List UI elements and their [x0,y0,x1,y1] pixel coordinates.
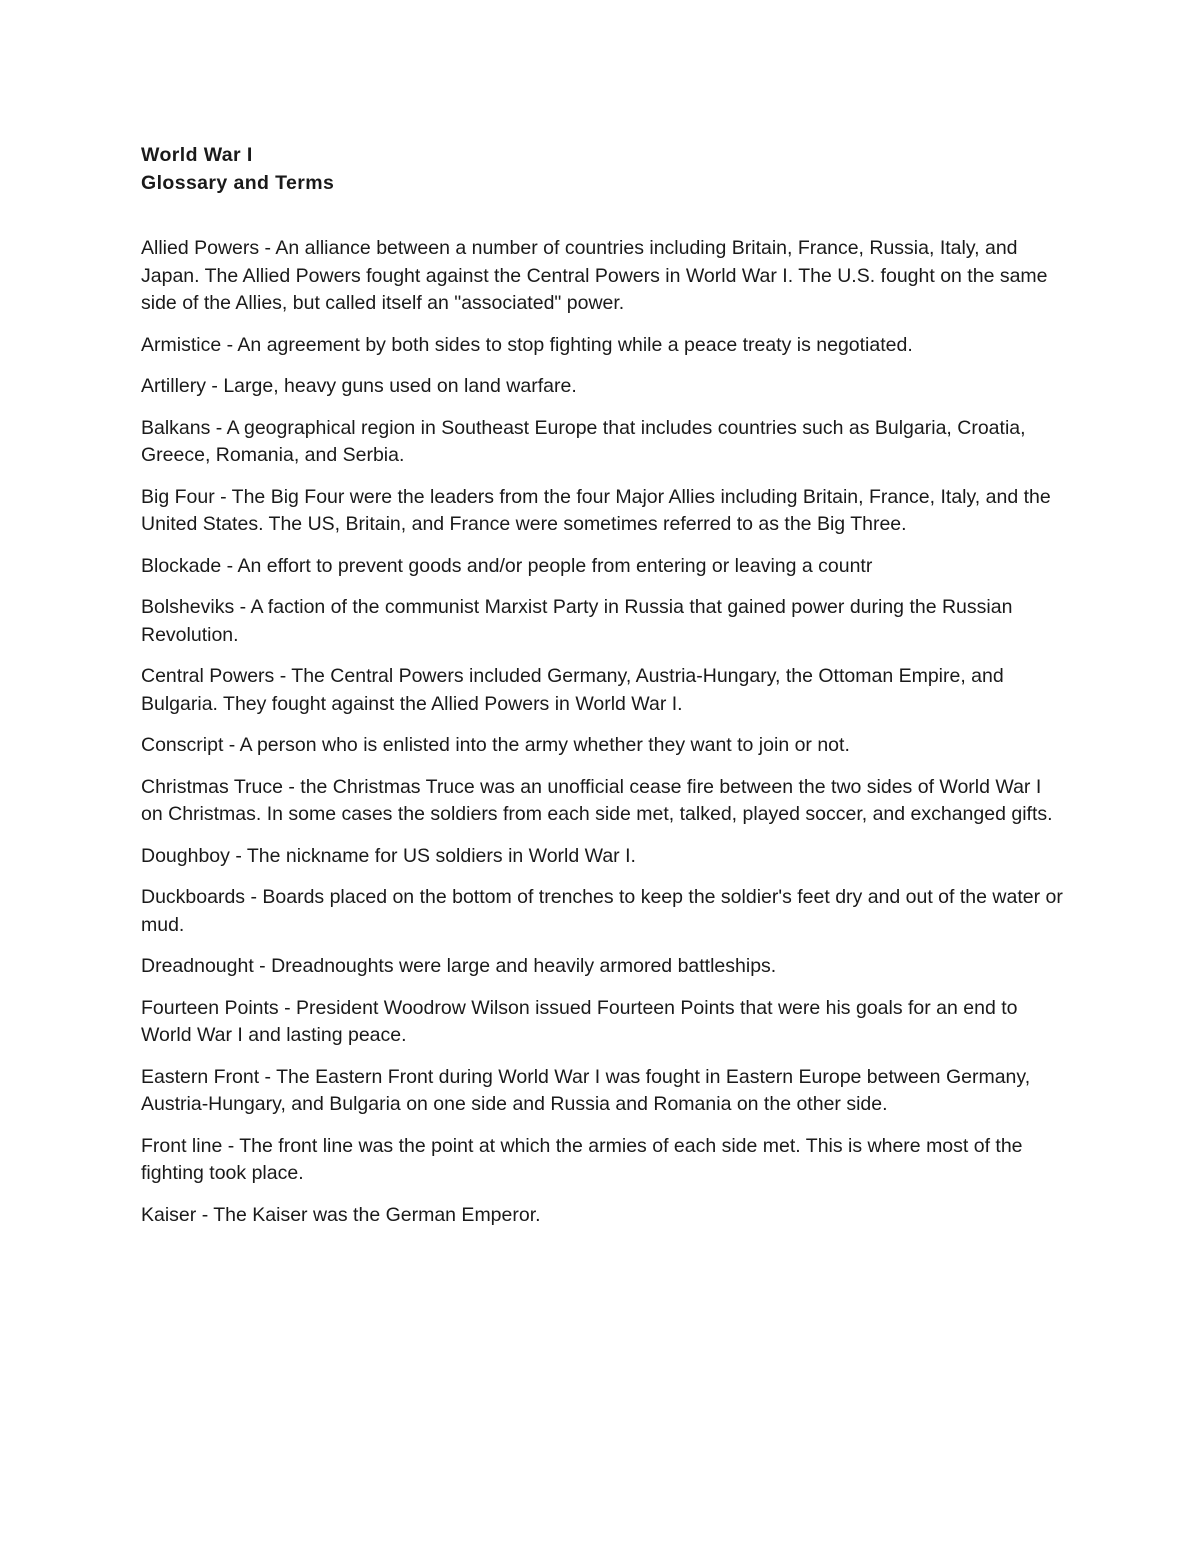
glossary-term-conscript: Conscript - A person who is enlisted into the army whether they want to join or not. [141,734,850,756]
glossary-term-dreadnought: Dreadnought - Dreadnoughts were large and heavily armored battleships. [141,955,777,977]
glossary-term-allied-powers: Allied Powers - An alliance between a number of countries including Britain, France, Russia, Italy, and Japan. The Allied Powers fought against the Central Powers in World War I. The U.S. fought on the same side of the Allies, but called itself an "associated" power. [141,237,1048,314]
glossary-term-bolsheviks: Bolsheviks - A faction of the communist Marxist Party in Russia that gained power during the Russian Revolution. [141,596,1013,646]
glossary-term-doughboy: Doughboy - The nickname for US soldiers in World War I. [141,844,636,867]
glossary-term-christmas-truce: Christmas Truce - the Christmas Truce was an unofficial cease fire between the two sides of World War I on Christmas. In some cases the soldiers from each side met, talked, played soccer, and exchanged gifts. [141,775,1053,825]
glossary-term-eastern-front: Eastern Front - The Eastern Front during World War I was fought in Eastern Europe between Germany, Austria-Hungary, and Bulgaria on one side and Russia and Romania on the other side. [141,1065,1031,1115]
glossary-term-big-four: Big Four - The Big Four were the leaders from the four Major Allies including Britain, France, Italy, and the United States. The US, Britain, and France were sometimes referred to as the Big Three. [141,485,1051,535]
document-page [141,141,1066,1243]
glossary-term-central-powers: Central Powers - The Central Powers included Germany, Austria-Hungary, the Ottoman Empire, and Bulgaria. They fought against the Allied Powers in World War I. [141,665,1004,715]
glossary-term-balkans: Balkans - A geographical region in Southeast Europe that includes countries such as Bulgaria, Croatia, Greece, Romania, and Serbia. [141,416,1026,466]
glossary-term-kaiser: Kaiser - The Kaiser was the German Emperor. [141,1203,541,1226]
glossary-term-fourteen-points: Fourteen Points - President Woodrow Wilson issued Fourteen Points that were his goals for an end to World War I and lasting peace. [141,996,1018,1046]
document-subtitle: Glossary and Terms [141,172,335,194]
glossary-term-front-line: Front line - The front line was the point at which the armies of each side met. This is where most of the fighting took place. [141,1134,1023,1184]
glossary-term-blockade: Blockade - An effort to prevent goods and/or people from entering or leaving a countr [141,554,873,577]
glossary-term-duckboards: Duckboards - Boards placed on the bottom of trenches to keep the soldier's feet dry and out of the water or mud. [141,886,1063,936]
glossary-list [141,235,1066,1229]
document-title: World War I [141,144,253,166]
glossary-term-armistice: Armistice - An agreement by both sides to stop fighting while a peace treaty is negotiated. [141,333,913,356]
glossary-term-artillery: Artillery - Large, heavy guns used on land warfare. [141,375,577,397]
